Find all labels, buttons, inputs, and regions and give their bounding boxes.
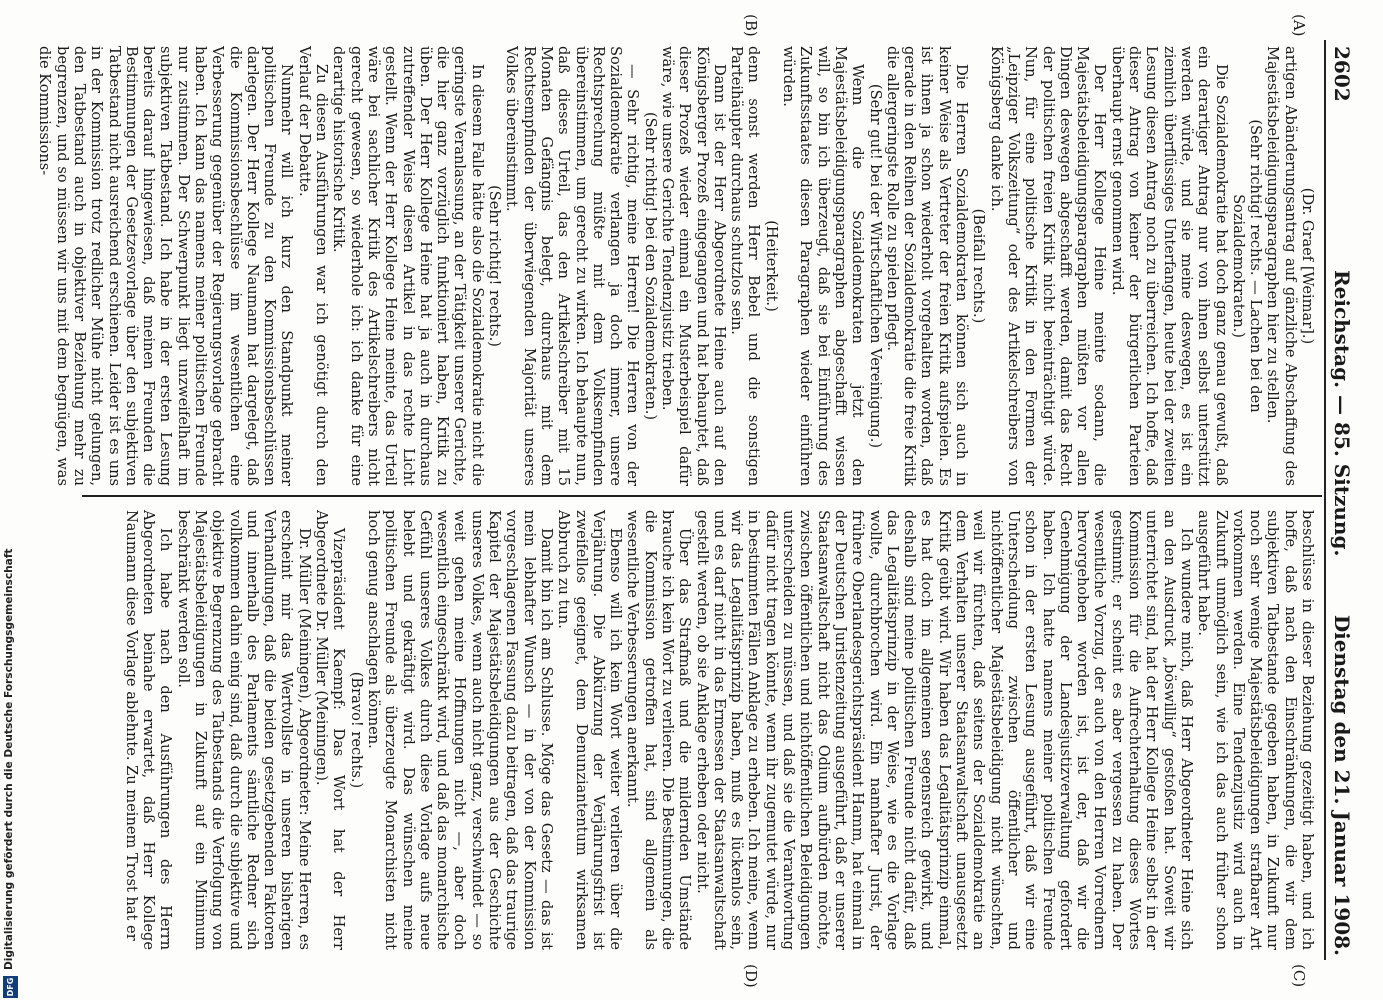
paragraph: Zu diesen Ausführungen war ich genötigt durch den Verlauf der Debatte. [295, 46, 331, 486]
digitization-credit-strip [0, 0, 24, 1000]
margin-marker-c: (C) [1290, 964, 1308, 988]
page-content [36, 14, 1360, 988]
digitization-credit: Digitalisierung gefördert durch die Deutsche Forschungsgemeinschaft [3, 548, 15, 970]
paragraph: Ich wundere mich, daß Herr Abgeordneter Heine sich an den Ausdruck „böswillig“ gestoßen hat. Soweit wir unterrichtet sind, hat der Herr Kollege Heine selbst in der Kommission für die Aufrechterhaltung dieses Wortes gestimmt; er scheint es aber vergessen zu haben. Der wesentliche Vorzug, der auch von den Herren Vorrednern hervorgehoben worden ist, ist der, daß wir die Genehmigung der Landesjustizverwaltung gefordert haben. Ich hatte namens meiner politischen Freunde schon in der ersten Lesung ausgeführt, daß wir eine Unterscheidung zwischen öffentlicher und nichtöffentlicher Majestätsbeleidigung nicht wünschten, weil wir fürchten, daß seitens der Sozialdemokratie an dem Verhalten unserer Staatsanwaltschaft unausgesetzt Kritik geübt wird. Wir haben das Legalitätsprinzip einmal, es hat doch im allgemeinen segensreich gewirkt, und deshalb sind meine politischen Freunde nicht dafür, daß das Legalitätsprinzip in der Weise, wie es die Vorlage wollte, durchbrochen wird. Ein namhafter Jurist, der frühere Oberlandesgerichtspräsident Hamm, hat einmal in der Deutschen Juristenzeitung ausgeführt, daß er unserer Staatsanwaltschaft nicht das Odium aufbürden möchte, zwischen öffentlichen und nichtöffentlichen Beleidigungen unterscheiden zu müssen, und daß sie die Verantwortung dafür nicht tragen könnte, wenn ihr zugemutet würde, nur in bestimmten Fällen Anklage zu erheben. Ich meine, wenn wir das Legalitätsprinzip haben, muß es lückenlos sein, und es darf nicht in das Ermessen der Staatsanwaltschaft gestellt werden, ob sie Anklage erheben oder nicht. [693, 510, 1195, 950]
credit-strip-content [0, 0, 24, 1000]
interjection: (Heiterkeit.) [762, 220, 780, 312]
paragraph: Vizepräsident Kaempf: Das Wort hat der Herr Abgeordnete Dr. Müller (Meiningen). [313, 510, 348, 950]
right-text-column [76, 510, 1316, 950]
rotated-newspaper-page [36, 14, 1360, 988]
page-number: 2602 [1330, 46, 1354, 102]
paragraph: Damit bin ich am Schlusse. Möge das Gesetz — das ist mein lebhafter Wunsch — in der von der Kommission vorgeschlagenen Fassung dazu beitragen, daß das traurige Kapitel der Majestätsbeleidigungen aus der Geschichte unseres Volkes, wenn auch nicht ganz, verschwindet — so weit gehen meine Hoffnungen nicht —, aber doch wesentlich eingeschränkt wird, und daß das monarchische Gefühl unseres Volkes durch diese Vorlage aufs neue belebt und gekräftigt wird. Das wünschen meine politischen Freunde als überzeugte Monarchisten nicht hoch genug anschlagen können. [364, 510, 555, 950]
interjection: (Sehr gut! bei der Wirtschaftlichen Vereinigung.) [866, 83, 884, 449]
margin-marker-a: (A) [1290, 14, 1308, 37]
paragraph: — Sehr richtig, meine Herren! Die Herren von der Sozialdemokratie verlangen ja doch immer, unsere Rechtsprechung müßte mit dem Volksempfinden übereinstimmen, um gerecht zu wirken. Ich behaupte nun, daß dieses Urteil, das den Artikelschreiber mit 15 Monaten Gefängnis belegt, durchaus mit dem Rechtsempfinden der überwiegenden Majorität unseres Volkes übereinstimmt. [503, 46, 642, 486]
dfg-logo-icon: DFG [3, 976, 18, 998]
paragraph: beschlüsse in dieser Beziehung gezeitigt haben, und ich hoffe, daß nach den Einschränkungen, die wir dem subjektiven Tatbestande gegeben haben, in Zukunft nur noch sehr wenige Majestätsbeleidigungen strafbarer Art vorkommen werden. Eine Tendenzjustiz wird auch in Zukunft unmöglich sein, wie ich das auch früher schon ausgeführt habe. [1195, 510, 1316, 950]
header-date: Dienstag den 21. Januar 1908. [1330, 614, 1354, 956]
paragraph: Die Herren Sozialdemokraten können sich auch in keiner Weise als Vertreter der freien Kritik aufspielen. Es ist ihnen ja schon wiederholt vorgehalten worden, daß gerade in den Reihen der Sozialdemokratie die freie Kritik die allergeringste Rolle zu spielen pflegt. [883, 46, 971, 486]
paragraph: Über das Strafmaß und die mildernden Umstände brauche ich kein Wort zu verlieren. Die Bestimmungen, die die Kommission getroffen hat, sind allgemein als wesentliche Verbesserungen anerkannt. [624, 510, 694, 950]
paragraph: artigen Abänderungsantrag auf gänzliche Abschaffung des Majestätsbeleidigungsparagraphen hier zu stellen. [1264, 46, 1299, 486]
interjection: (Beifall rechts.) [970, 208, 988, 324]
interjection: (Sehr richtig! rechts. — Lachen bei den Sozialdemokraten.) [1229, 119, 1265, 413]
speaker-continuation: (Dr. Graef [Weimar].) [1299, 187, 1316, 345]
interjection: (Bravo! rechts.) [347, 671, 365, 789]
interjection: (Sehr richtig! bei den Sozialdemokraten.) [641, 111, 659, 421]
margin-marker-b: (B) [742, 14, 760, 37]
paragraph: Nunmehr will ich kurz den Standpunkt meiner politischen Freunde zu den Kommissionsbeschlüssen darlegen. Der Herr Kollege Naumann hat dargelegt, daß die Kommissionsbeschlüsse im wesentlichen eine Verbesserung gegenüber der Regierungsvorlage gebracht haben. Ich kann das namens meiner politischen Freunde nur zustimmen. Der Schwerpunkt liegt unzweifelhaft im subjektiven Tatbestand. Ich habe in der ersten Lesung bereits darauf hingewiesen, daß meinen Freunden die Bestimmungen der Gesetzesvorlage über den subjektiven Tatbestand nicht ausreichend erschienen. Leider ist es uns in der Kommission trotz redlicher Mühe nicht gelungen, den Tatbestand auch in objektiver Beziehung mehr zu begrenzen, und so müssen wir uns mit dem begnügen, was die Kommissions- [36, 46, 296, 486]
left-text-column [36, 46, 1316, 486]
page-header [1320, 40, 1360, 960]
header-rule [1324, 40, 1326, 960]
paragraph: Dann ist der Herr Abgeordnete Heine auch auf den Königsberger Prozeß eingegangen und hat behauptet, daß dieser Prozeß wieder einmal ein Musterbeispiel dafür wäre, wie unsere Gerichte Tendenzjustiz trieben. [659, 46, 728, 486]
header-title: Reichstag. — 85. Sitzung. [1330, 270, 1354, 557]
column-divider [82, 495, 1322, 497]
paragraph: Dr. Müller (Meiningen), Abgeordneter: Meine Herren, es erscheint mir das Wertvollste in unseren bisherigen Verhandlungen, daß die beiden gesetzgebenden Faktoren und innerhalb des Parlaments sämtliche Redner sich vollkommen dahin einig sind, daß durch die subjektive und objektive Begrenzung des Tatbestands die Verfolgung von Majestätsbeleidigungen in Zukunft auf ein Minimum beschränkt werden soll. [174, 510, 313, 950]
paragraph: Ich habe nach den Ausführungen des Herrn Abgeordneten beinahe erwartet, daß Herr Kollege Naumann diese Vorlage ablehnte. Zu meinem Trost hat er [122, 510, 175, 950]
paragraph: Ebenso will ich kein Wort weiter verlieren über die Verjährung. Die Abkürzung der Verjährungsfrist ist zweifellos geeignet, dem Denunziantentum wirksamen Abbruch zu tun. [555, 510, 625, 950]
paragraph: Die Sozialdemokratie hat doch ganz genau gewußt, daß ein derartiger Antrag nur von ihnen selbst unterstützt werden würde, und sie meine deswegen, es ist ein ziemlich überflüssiges Unterfangen, heute bei der zweiten Lesung diesen Antrag noch zu überreichen. Ich hoffe, daß dieser Antrag von keiner der bürgerlichen Parteien überhaupt ernst genommen wird. [1108, 46, 1230, 486]
paragraph: Wenn die Sozialdemokraten jetzt den Majestätsbeleidigungsparagraphen abgeschafft wissen will, so bin ich überzeugt, daß sie bei Einführung des Zukunftsstaates diesen Paragraphen wieder einführen würden. [780, 46, 867, 486]
margin-marker-d: (D) [742, 964, 760, 988]
paragraph: In diesem Falle hätte also die Sozialdemokratie nicht die geringste Veranlassung, an der Tätigkeit unserer Gerichte, die hier ganz vorzüglich funktioniert haben, Kritik zu üben. Der Herr Kollege Heine hat ja auch in durchaus zutreffender Weise diesen Artikel in das rechte Licht gestellt. Wenn der Herr Kollege Heine meinte, das Urteil wäre bei sachlicher Kritik des Artikelschreibers nicht gerecht gewesen, so wiederhole ich: ich danke für eine derartige historische Kritik. [330, 46, 486, 486]
interjection: (Sehr richtig! rechts.) [486, 185, 504, 347]
paragraph: denn sonst werden Herr Bebel und die sonstigen Parteihäupter durchaus schutzlos sein. [728, 46, 763, 486]
paragraph: Der Herr Kollege Heine meinte sodann, die Majestätsbeleidigungsparagraphen müßten vor allen Dingen deswegen abgeschafft werden, damit das Recht der politischen freien Kritik nicht beeinträchtigt würde. Nun, für eine politische Kritik in den Formen der „Leipziger Volkszeitung“ oder des Artikelschreibers von Königsberg danke ich. [987, 46, 1109, 486]
